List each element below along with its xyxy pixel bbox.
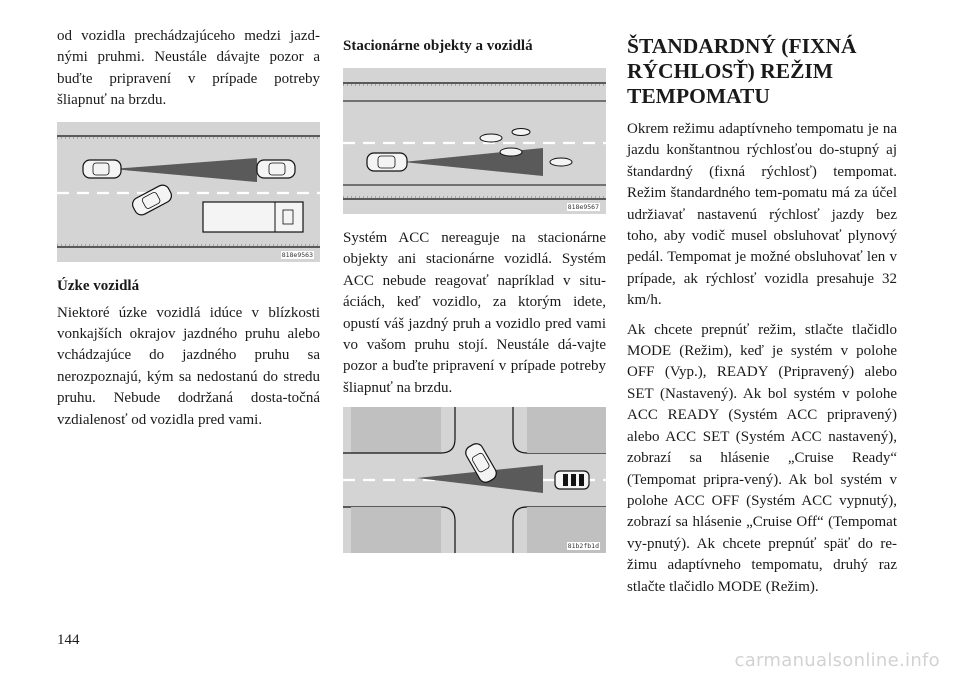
host-vehicle bbox=[83, 160, 121, 178]
paragraph-stationary: Systém ACC nereaguje na stacionárne objekty ani stacionárne vozidlá. Systém ACC nebude reagovať napríklad v situ-áciách, keď vozidlo, za ktorým idete, opustí váš jazdný pruh a vozidlo pred vami vo vašom pruhu stojí. Neustále dá-vajte pozor a buďte pripravení v prípade potreby šliapnuť na brzdu. bbox=[343, 230, 606, 396]
subhead-stationary: Stacionárne objekty a vozidlá bbox=[343, 38, 533, 54]
figure-turning-illustration bbox=[343, 407, 606, 553]
figure-stationary-illustration bbox=[343, 68, 606, 214]
watermark: carmanualsonline.info bbox=[734, 650, 940, 671]
section-heading: ŠTANDARDNÝ (FIXNÁ RÝCHLOSŤ) REŽIM TEMPOMATU bbox=[627, 34, 857, 108]
figure-turning-vehicle bbox=[343, 407, 606, 553]
column-left bbox=[57, 26, 320, 439]
figure-code: 81b2fb1d bbox=[567, 542, 599, 551]
figure-code: 818e9563 bbox=[281, 250, 313, 259]
column-right bbox=[627, 26, 897, 606]
figure-lane-change bbox=[57, 122, 320, 262]
column-middle bbox=[343, 26, 606, 567]
subhead-narrow-vehicles: Úzke vozidlá bbox=[57, 277, 140, 294]
lead-vehicle bbox=[257, 160, 295, 178]
paragraph-narrow-vehicles: Niektoré úzke vozidlá idúce v blízkosti vonkajších okrajov jazdného pruhu alebo vchádzajúce do jazdného pruhu sa nerozpoznajú, kým sa nedostanú do stredu pruhu. Nebude dodržaná dosta-točná vzdialenosť od vozidla pred vami. bbox=[57, 304, 320, 428]
figure-stationary-objects bbox=[343, 68, 606, 214]
figure-code: 818e9567 bbox=[567, 203, 599, 211]
host-vehicle bbox=[367, 153, 407, 171]
paragraph-mode-switch: Ak chcete prepnúť režim, stlačte tlačidlo MODE (Režim), keď je systém v polohe OFF (Vyp.), READY (Pripravený) alebo SET (Nastavený). Ak bol systém v polohe ACC READY (Systém ACC pripravený) alebo ACC SET (Systém ACC nastavený), zobrazí sa hlásenie „Cruise Ready“ (Tempomat pripra-vený). Ak bol systém v polohe ACC OFF (Systém ACC vypnutý), zobrazí sa hlásenie „Cruise Off“ (Tempomat vy-pnutý). Ak chcete prepnúť späť do re-žimu adaptívneho tempomatu, druhý raz stlačte tlačidlo MODE (Režim). bbox=[627, 321, 897, 595]
paragraph-standard-cruise: Okrem režimu adaptívneho tempomatu je na jazdu konštantnou rýchlosťou do-stupný aj štandardný (fixná rýchlosť) tempomat. Režim štandardného tem-pomatu má za účel udržiavať nastavenú rýchlosť jazdy bez toho, aby vodič musel obsluhovať plynový pedál. Tempomat je možné obsluhovať len v prípade, ak rýchlosť vozidla presahuje 32 km/h. bbox=[627, 121, 897, 309]
page-number: 144 bbox=[57, 632, 80, 648]
paragraph-intro: od vozidla prechádzajúceho medzi jazd-nými pruhmi. Neustále dávajte pozor a buďte pripravení v prípade potreby šliapnuť na brzdu. bbox=[57, 28, 320, 109]
figure-lane-change-illustration bbox=[57, 122, 320, 262]
stopped-vehicle bbox=[555, 471, 589, 489]
truck bbox=[203, 202, 303, 232]
